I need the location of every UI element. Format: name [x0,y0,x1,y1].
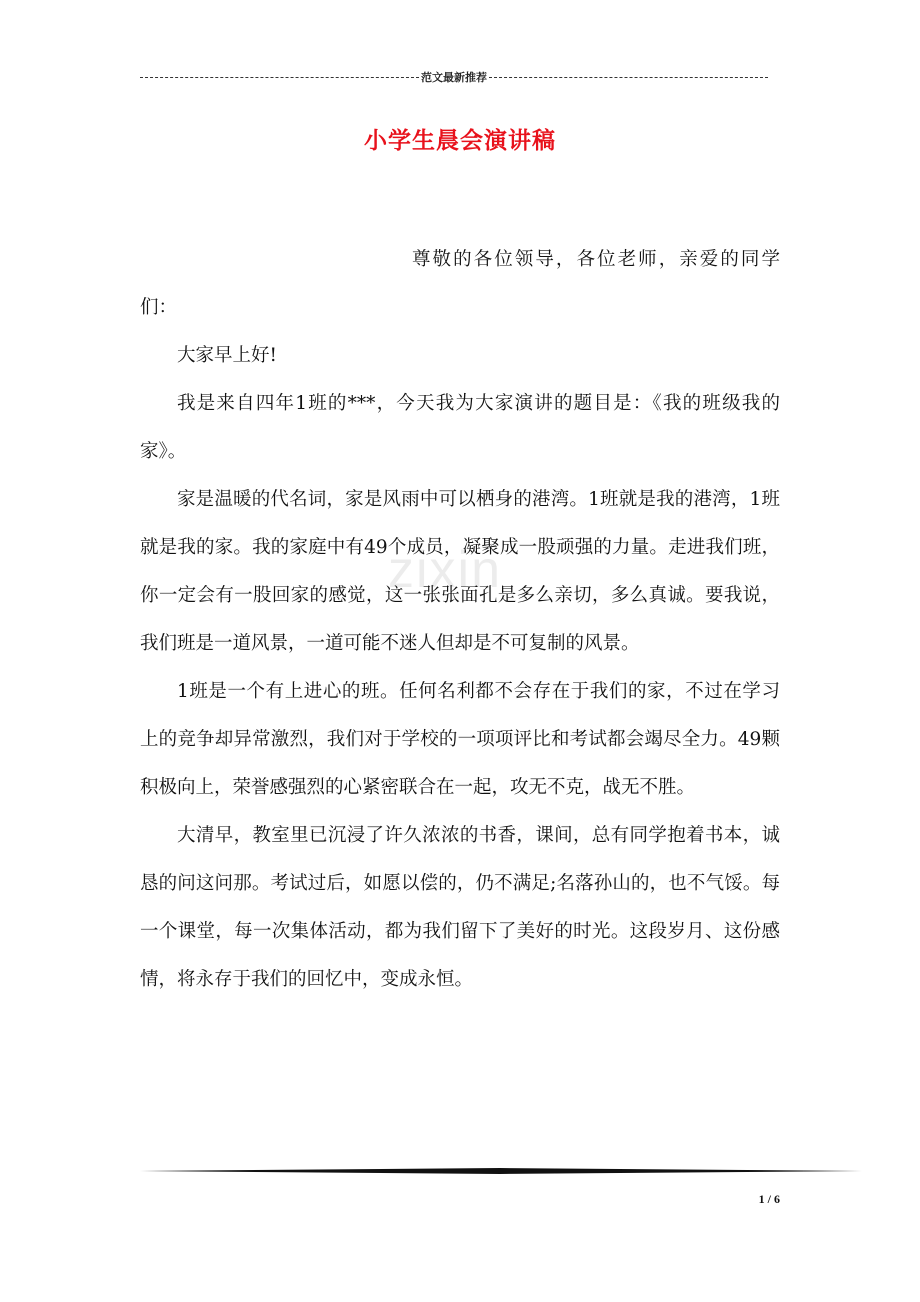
page-number: 1 / 6 [758,1192,780,1206]
paragraph-5: 大清早，教室里已沉浸了许久浓浓的书香，课间，总有同学抱着书本，诚恳的问这问那。考试过后，如愿以偿的，仍不满足;名落孙山的，也不气馁。每一个课堂，每一次集体活动，都为我们留下了美好的时光。这段岁月、这份感情，将永存于我们的回忆中，变成永恒。 [140,825,780,990]
document-body [140,236,780,1004]
footer-divider [140,1167,862,1175]
document-title: 小学生晨会演讲稿 [364,127,556,154]
salutation: 尊敬的各位领导，各位老师，亲爱的同学们： [140,249,780,318]
watermark: zixin [388,541,503,599]
paragraph-2: 我是来自四年1班的***，今天我为大家演讲的题目是：《我的班级我的家》。 [140,393,780,462]
paragraph-3: 家是温暖的代名词，家是风雨中可以栖身的港湾。1班就是我的港湾，1班就是我的家。我的家庭中有49个成员，凝聚成一股顽强的力量。走进我们班，你一定会有一股回家的感觉，这一张张面孔是多么亲切，多么真诚。要我说，我们班是一道风景，一道可能不迷人但却是不可复制的风景。 [140,489,780,654]
header-label: 范文最新推荐 [421,72,487,84]
header-dash-left [140,77,419,78]
header-dash-right [489,77,768,78]
paragraph-4: 1班是一个有上进心的班。任何名利都不会存在于我们的家，不过在学习上的竞争却异常激烈，我们对于学校的一项项评比和考试都会竭尽全力。49颗积极向上，荣誉感强烈的心紧密联合在一起，攻无不克，战无不胜。 [140,681,780,798]
paragraph-1: 大家早上好! [177,345,277,366]
header-banner [140,68,768,86]
